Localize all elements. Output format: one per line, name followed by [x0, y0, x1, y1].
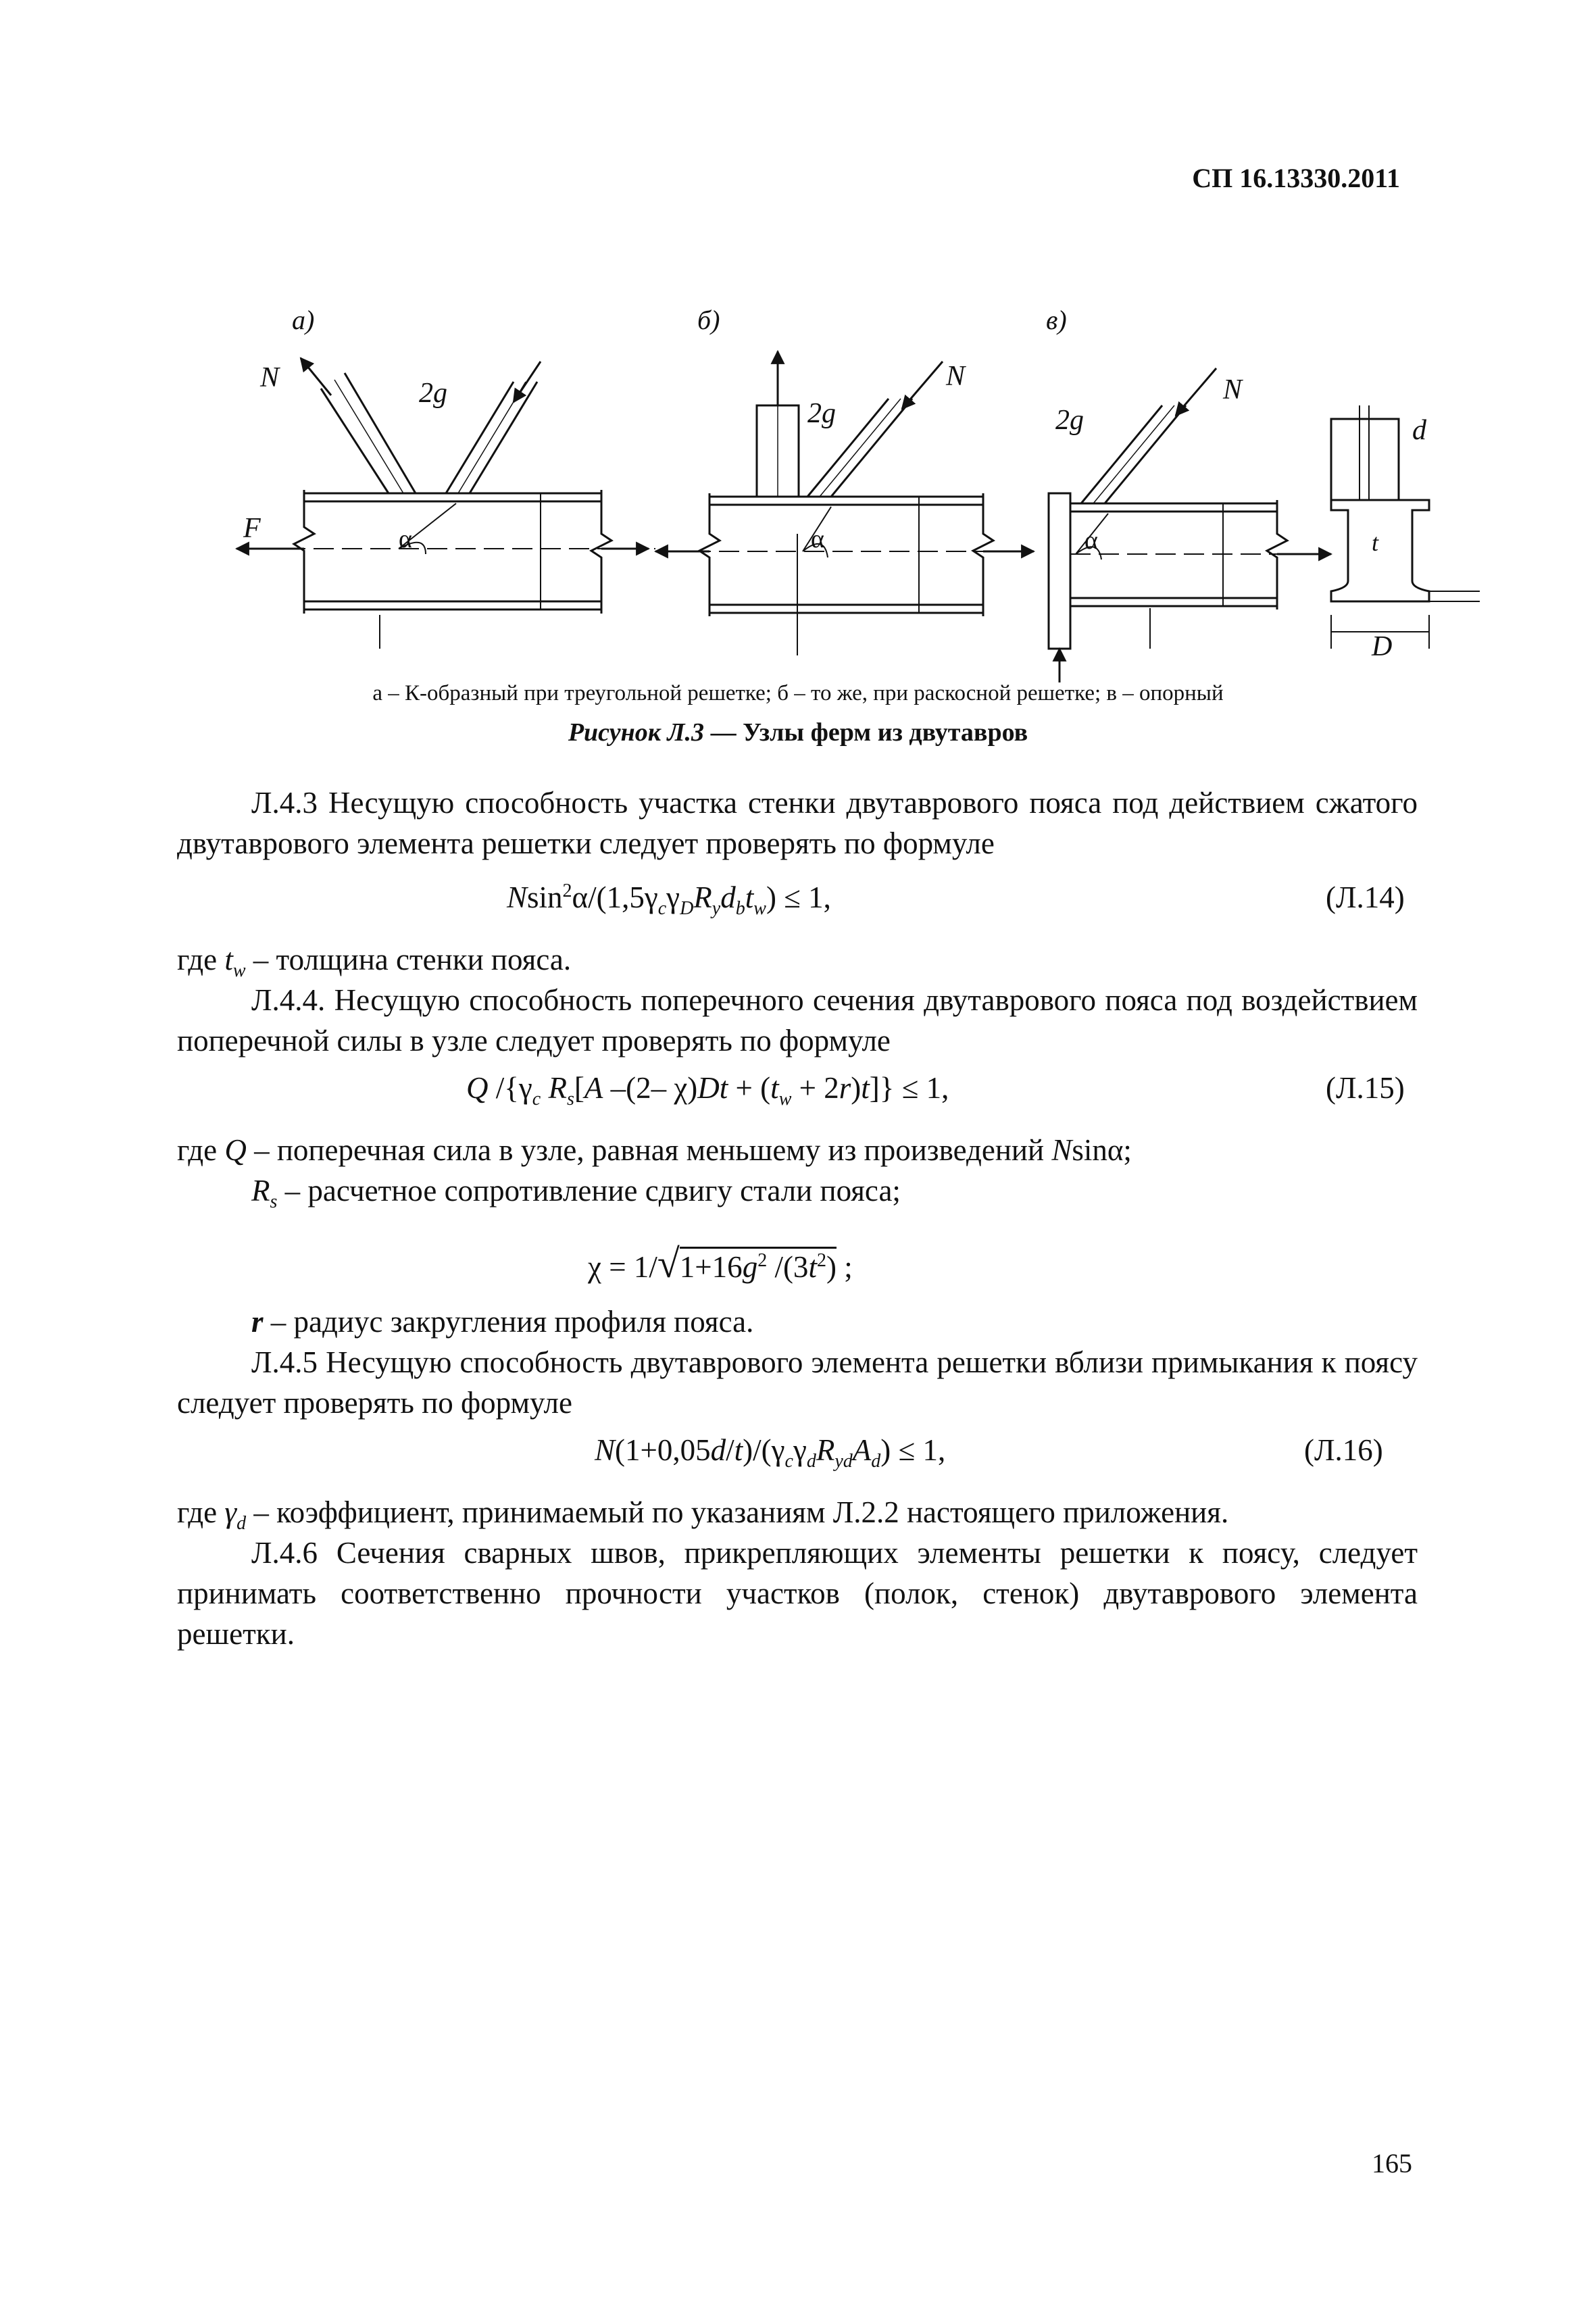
page-number: 165 [1372, 2148, 1412, 2179]
section-D: D [1372, 631, 1393, 662]
where-tw-text: – толщина стенки пояса. [245, 943, 572, 976]
formula-l-15: Q $/\{\gamma_c$ $R_s[A$ –(2– $\chi)Dt + (t_w + 2r)t]\} \le 1$, [466, 1071, 949, 1110]
panel-c-drawing [1049, 368, 1331, 682]
where-r-text: – радиус закругления профиля пояса. [263, 1305, 754, 1339]
formula-l-15-number: (Л.15) [1326, 1071, 1405, 1105]
formula-l-16: $N(1+0,05d/t)/(\gamma_c\gamma_dR_{yd}A_d) \le 1$, [595, 1433, 946, 1472]
panel-label-a: а) [292, 305, 315, 335]
figure-title-dash: — [710, 718, 737, 747]
where-q-n: N [1051, 1133, 1072, 1167]
where-gamma-d-lead: где [177, 1495, 225, 1529]
panel-c-N: N [1223, 374, 1243, 405]
where-rs-text: – расчетное сопротивление сдвигу стали пояса; [277, 1174, 901, 1208]
document-code: СП 16.13330.2011 [1192, 163, 1400, 193]
where-gamma-d-text: – коэффициент, принимаемый по указаниям Л.2.2 настоящего приложения. [246, 1495, 1229, 1529]
where-q-symbol: Q [224, 1133, 247, 1167]
figure-caption: а – К-образный при треугольной решетке; б – то же, при раскосной решетке; в – опорный [372, 681, 1224, 705]
where-gamma-d-subscript: d [236, 1513, 247, 1534]
where-tw-symbol: t [224, 943, 233, 976]
where-gamma-d-symbol: γ [224, 1495, 237, 1529]
panel-c-2g: 2g [1055, 405, 1084, 436]
paragraph-l-4-6: Л.4.6 Сечения сварных швов, прикрепляющих элементы решетки к поясу, следует принимать соответственно прочности участков (полок, стенок) двутаврового элемента решетки. [177, 1536, 1418, 1651]
where-tw-lead: где [177, 943, 225, 976]
where-q-sin: sinα; [1072, 1133, 1132, 1167]
where-q-lead: где [177, 1133, 225, 1167]
panel-c-alpha: α [1084, 526, 1098, 555]
panel-a-N: N [260, 362, 280, 393]
figure-title [0, 718, 1596, 747]
panel-b-N: N [946, 361, 966, 392]
paragraph-l-4-3: Л.4.3 Несущую способность участка стенки двутаврового пояса под действием сжатого двутаврового элемента решетки следует проверять по формуле [177, 786, 1418, 860]
figure-title-text: Узлы ферм из двутавров [743, 718, 1028, 747]
where-rs-subscript: s [270, 1191, 278, 1212]
section-d: d [1412, 415, 1426, 446]
where-rs-symbol: R [251, 1174, 270, 1208]
formula-chi: $\chi = 1/√1+16g^2$ $/(3t^2)$ ; [588, 1241, 853, 1286]
panel-a-alpha: α [399, 525, 412, 553]
panel-b-2g: 2g [807, 398, 836, 429]
panel-label-c: в) [1046, 305, 1067, 335]
where-rs [251, 1170, 1418, 1222]
section-tw: t [1372, 529, 1379, 556]
i-beam-section [1331, 405, 1480, 649]
where-q [177, 1130, 1418, 1170]
where-r-symbol: r [251, 1305, 264, 1339]
panel-label-b: б) [697, 305, 720, 335]
panel-a-2g: 2g [419, 378, 447, 409]
panel-a-F: F [243, 513, 261, 544]
formula-l-16-number: (Л.16) [1304, 1433, 1383, 1467]
where-tw-subscript: w [232, 960, 246, 981]
formula-l-14-number: (Л.14) [1326, 880, 1405, 914]
panel-b-drawing [655, 351, 1034, 655]
paragraph-l-4-5: Л.4.5 Несущую способность двутаврового элемента решетки вблизи примыкания к поясу следует проверять по формуле [177, 1345, 1418, 1420]
truss-nodes-figure [223, 331, 1507, 682]
paragraph-l-4-4: Л.4.4. Несущую способность поперечного сечения двутаврового пояса под воздействием поперечной силы в узле следует проверять по формуле [177, 983, 1418, 1057]
where-r [251, 1301, 1418, 1342]
panel-b-alpha: α [811, 525, 824, 553]
figure-title-label: Рисунок Л.3 [568, 718, 705, 747]
formula-l-14: $Nsin^2\alpha/(1,5\gamma_c\gamma_DR_yd_bt_w) \le 1$, [507, 880, 831, 919]
where-q-text: – поперечная сила в узле, равная меньшему из произведений [246, 1133, 1052, 1167]
